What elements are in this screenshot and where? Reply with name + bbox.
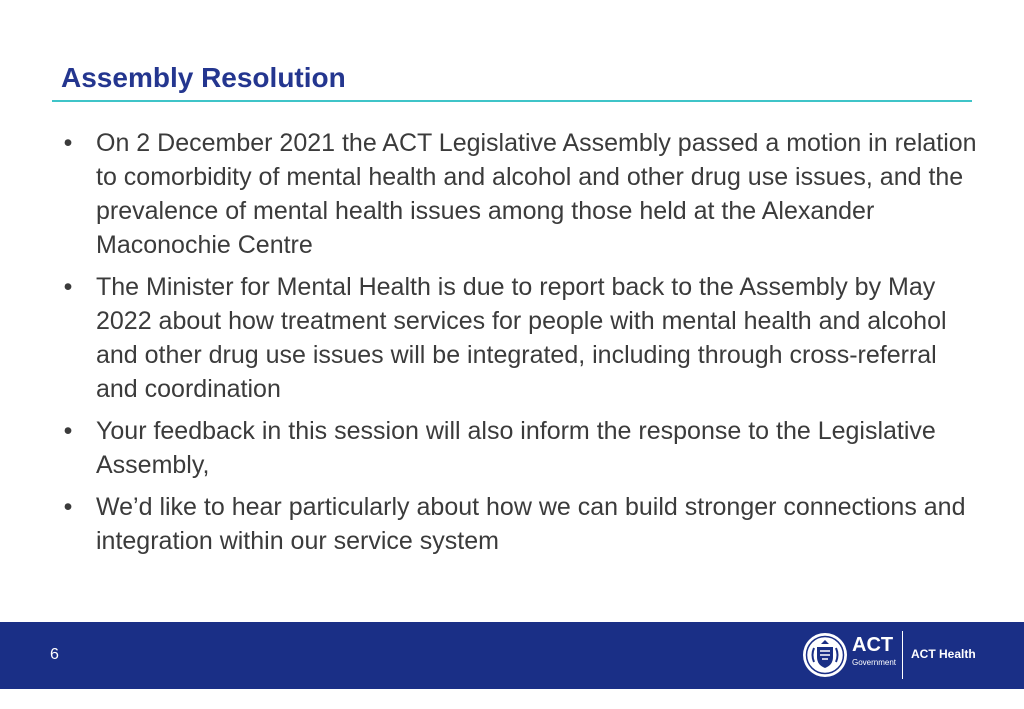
logo-government-text: Government xyxy=(852,658,897,667)
slide-title: Assembly Resolution xyxy=(61,62,346,93)
bullet-item xyxy=(58,490,978,558)
act-crest-icon xyxy=(802,632,848,678)
bullet-marker: • xyxy=(63,417,73,445)
bullet-marker: • xyxy=(63,129,73,157)
bullet-text: The Minister for Mental Health is due to report back to the Assembly by May 2022 about how treatment services for people with mental health and alcohol and other drug use issues will be integrated, including through cross-referral and coordination xyxy=(96,273,947,403)
bullet-item xyxy=(58,414,978,482)
page-number: 6 xyxy=(50,646,59,663)
footer-bar xyxy=(0,622,1024,689)
title-underline xyxy=(52,100,972,102)
bullet-item xyxy=(58,270,978,406)
logo-divider xyxy=(902,631,903,679)
bullet-item xyxy=(58,126,978,262)
bullet-text: On 2 December 2021 the ACT Legislative Assembly passed a motion in relation to comorbidity of mental health and alcohol and other drug use issues, and the prevalence of mental health issues among those held at the Alexander Maconochie Centre xyxy=(96,129,977,259)
bullet-list xyxy=(58,126,978,566)
act-health-logo xyxy=(802,631,992,681)
bullet-text: We’d like to hear particularly about how we can build stronger connections and integration within our service system xyxy=(96,493,966,555)
logo-act-text: ACT xyxy=(852,634,894,656)
logo-health-text: ACT Health xyxy=(911,647,976,661)
bullet-marker: • xyxy=(63,273,73,301)
bullet-text: Your feedback in this session will also inform the response to the Legislative Assembly, xyxy=(96,417,936,479)
bullet-marker: • xyxy=(63,493,73,521)
